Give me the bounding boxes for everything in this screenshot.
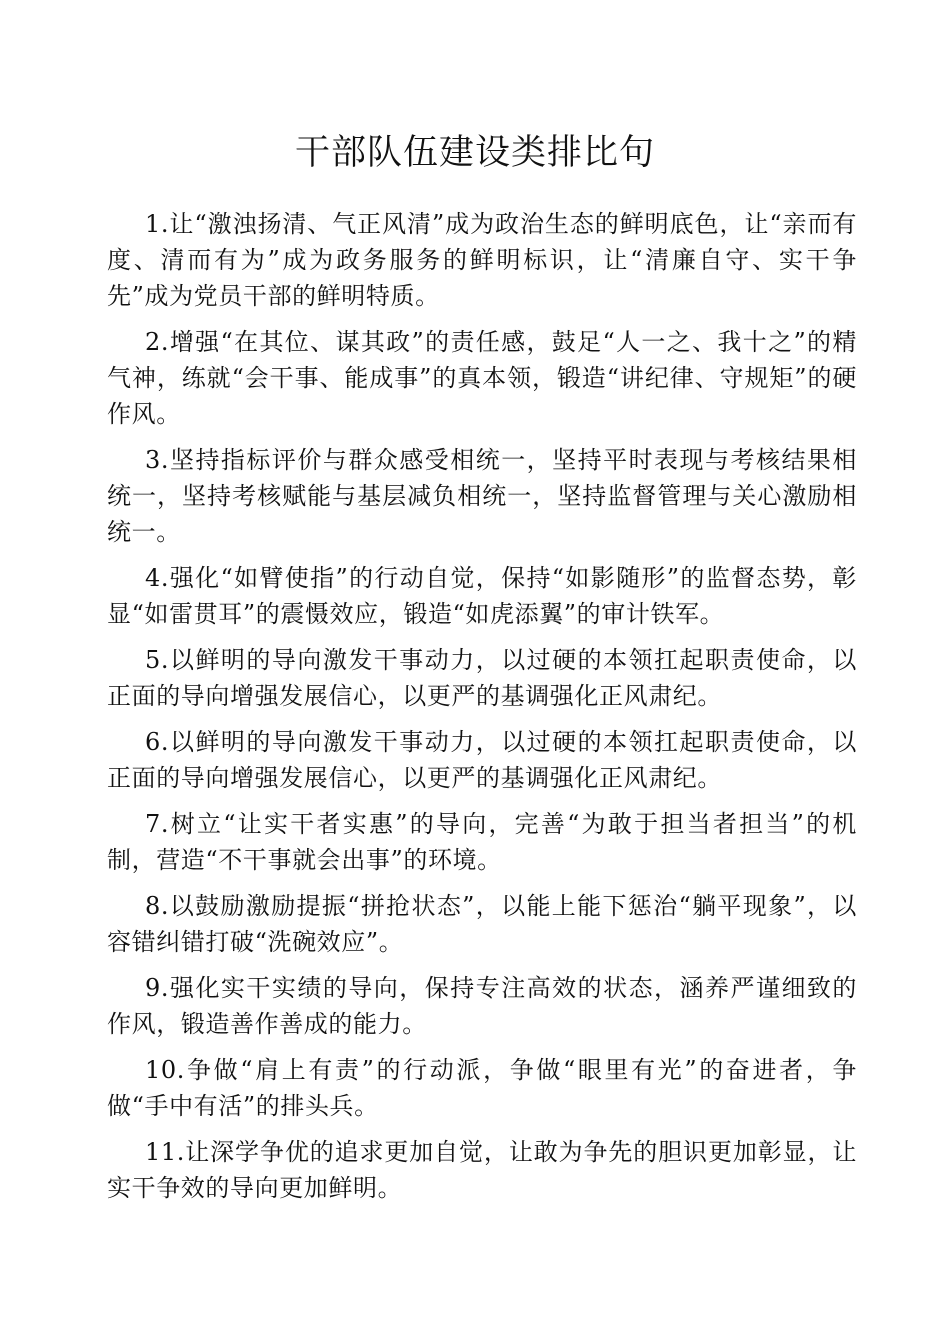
paragraph-6: 6.以鲜明的导向激发干事动力，以过硬的本领扛起职责使命，以正面的导向增强发展信心，以更严的基调强化正风肃纪。	[107, 728, 857, 792]
paragraph-3: 3.坚持指标评价与群众感受相统一，坚持平时表现与考核结果相统一，坚持考核赋能与基层减负相统一，坚持监督管理与关心激励相统一。	[107, 446, 857, 546]
paragraph-8: 8.以鼓励激励提振“拼抢状态”，以能上能下惩治“躺平现象”，以容错纠错打破“洗碗效应”。	[107, 892, 857, 956]
document-body	[107, 206, 857, 1216]
paragraph-10: 10.争做“肩上有责”的行动派，争做“眼里有光”的奋进者，争做“手中有活”的排头兵。	[107, 1056, 857, 1120]
paragraph-5: 5.以鲜明的导向激发干事动力，以过硬的本领扛起职责使命，以正面的导向增强发展信心，以更严的基调强化正风肃纪。	[107, 646, 857, 710]
paragraph-11: 11.让深学争优的追求更加自觉，让敢为争先的胆识更加彰显，让实干争效的导向更加鲜明。	[107, 1138, 857, 1202]
paragraph-7: 7.树立“让实干者实惠”的导向，完善“为敢于担当者担当”的机制，营造“不干事就会出事”的环境。	[107, 810, 857, 874]
paragraph-2: 2.增强“在其位、谋其政”的责任感，鼓足“人一之、我十之”的精气神，练就“会干事、能成事”的真本领，锻造“讲纪律、守规矩”的硬作风。	[107, 328, 857, 428]
paragraph-4: 4.强化“如臂使指”的行动自觉，保持“如影随形”的监督态势，彰显“如雷贯耳”的震慑效应，锻造“如虎添翼”的审计铁军。	[107, 564, 857, 628]
paragraph-9: 9.强化实干实绩的导向，保持专注高效的状态，涵养严谨细致的作风，锻造善作善成的能力。	[107, 974, 857, 1038]
document-title: 干部队伍建设类排比句	[294, 133, 655, 173]
paragraph-1: 1.让“激浊扬清、气正风清”成为政治生态的鲜明底色，让“亲而有度、清而有为”成为政务服务的鲜明标识，让“清廉自守、实干争先”成为党员干部的鲜明特质。	[107, 210, 857, 310]
